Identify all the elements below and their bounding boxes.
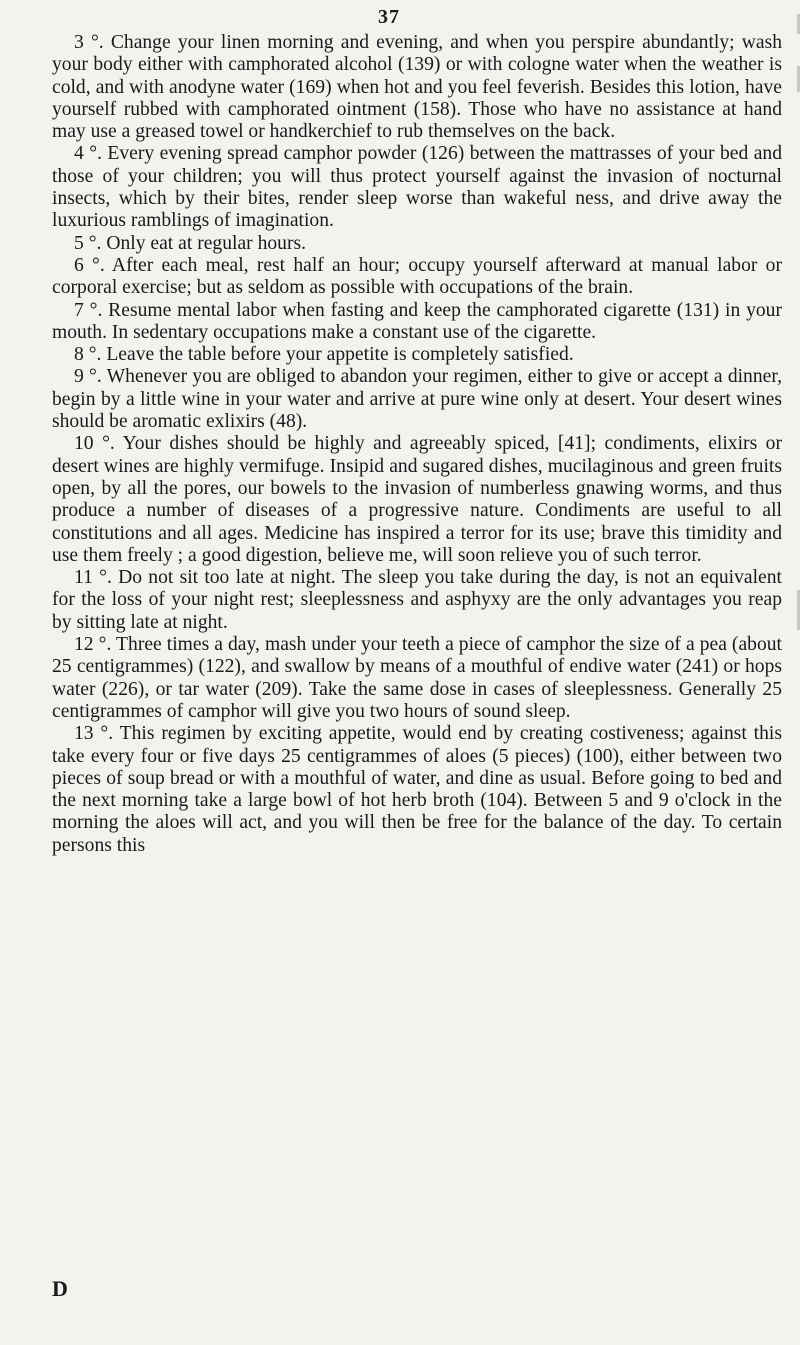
page-number: 37 <box>378 6 400 28</box>
paragraph-9: 9 °. Whenever you are obliged to abandon your regimen, either to give or accept a dinner, begin by a little wine in your water and arrive at pure wine only at desert. Your desert wines should be aromatic exlixirs (48). <box>52 366 782 433</box>
paragraph-7: 7 °. Resume mental labor when fasting and keep the camphorated cigarette (131) in your mouth. In sedentary occupations make a constant use of the cigarette. <box>52 299 782 343</box>
paragraph-8: 8 °. Leave the table before your appetite is completely satisfied. <box>74 344 574 366</box>
paragraph-4: 4 °. Every evening spread camphor powder (126) between the mattrasses of your bed and those of your children; you will thus protect yourself against the invasion of nocturnal insects, which by their bites, render sleep worse than wakeful ness, and drive away the luxurious ramblings of imagination. <box>52 143 782 232</box>
paragraph-6: 6 °. After each meal, rest half an hour; occupy yourself afterward at manual labor or corporal exercise; but as seldom as possible with occupations of the brain. <box>52 254 782 299</box>
paragraph-11: 11 °. Do not sit too late at night. The sleep you take during the day, is not an equivalent for the loss of your night rest; sleeplessness and asphyxy are the only advantages you reap by sitting late at night. <box>52 567 782 633</box>
paragraph-3: 3 °. Change your linen morning and evening, and when you perspire abundantly; wash your body either with camphorated alcohol (139) or with cologne water when the weather is cold, and with anodyne water (169) when hot and you feel feverish. Besides this lotion, have yourself rubbed with camphorated ointment (158). Those who have no assistance at hand may use a greased towel or handkerchief to rub themselves on the back. <box>52 32 782 143</box>
paragraph-13: 13 °. This regimen by exciting appetite, would end by creating costiveness; against this take every four or five days 25 centigrammes of aloes (5 pieces) (100), either between two pieces of soup bread or with a mouthful of water, and dine as usual. Before going to bed and the next morning take a large bowl of hot herb broth (104). Between 5 and 9 o'clock in the morning the aloes will act, and you will then be free for the balance of the day. To certain persons this <box>52 723 782 856</box>
body-text <box>52 32 782 857</box>
signature-mark: D <box>52 1276 68 1301</box>
paragraph-12: 12 °. Three times a day, mash under your teeth a piece of camphor the size of a pea (about 25 centigrammes) (122), and swallow by means of a mouthful of endive water (241) or hops water (226), or tar water (209). Take the same dose in cases of sleeplessness. Generally 25 centigrammes of camphor will give you two hours of sound sleep. <box>52 634 782 722</box>
paragraph-5: 5 °. Only eat at regular hours. <box>74 232 307 254</box>
paragraph-10: 10 °. Your dishes should be highly and agreeably spiced, [41]; condiments, elixirs or desert wines are highly vermifuge. Insipid and sugared dishes, mucilaginous and green fruits open, by all the pores, our bowels to the invasion of numberless gnawing worms, and thus produce a number of diseases of a progressive nature. Condiments are useful to all constitutions and all ages. Medicine has inspired a terror for its use; brave this timidity and use them freely ; a good digestion, believe me, will soon relieve you of such terror. <box>52 433 782 566</box>
